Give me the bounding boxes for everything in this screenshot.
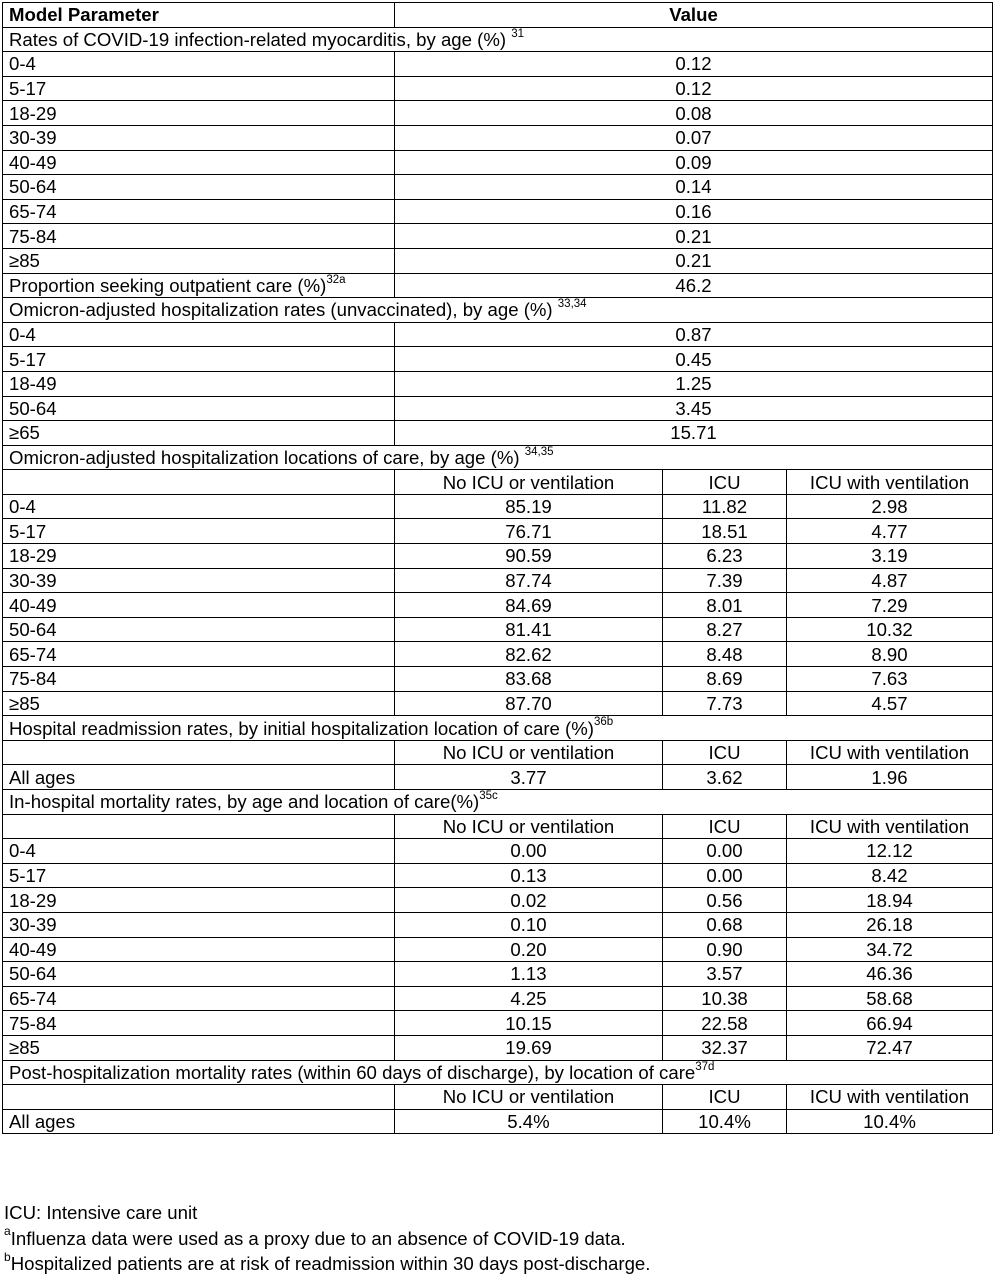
- age-group-cell: 0-4: [3, 494, 395, 519]
- value-cell: 0.07: [395, 125, 993, 150]
- value-cell: 0.00: [663, 863, 787, 888]
- footnotes: [4, 1200, 650, 1277]
- column-header-cell: ICU: [663, 740, 787, 765]
- age-group-cell: ≥85: [3, 1035, 395, 1060]
- value-cell: 46.36: [787, 962, 993, 987]
- empty-cell: [3, 814, 395, 839]
- age-group-cell: 50-64: [3, 175, 395, 200]
- reference-superscript: 37d: [695, 1060, 715, 1073]
- value-cell: 18.94: [787, 888, 993, 913]
- age-group-cell: 18-29: [3, 888, 395, 913]
- table-row: [3, 396, 993, 421]
- value-cell: 3.19: [787, 544, 993, 569]
- value-cell: 0.68: [663, 912, 787, 937]
- value-cell: 0.87: [395, 322, 993, 347]
- column-header-cell: ICU with ventilation: [787, 470, 993, 495]
- age-group-cell: 30-39: [3, 125, 395, 150]
- value-cell: 4.57: [787, 691, 993, 716]
- table-row: [3, 937, 993, 962]
- column-header-cell: ICU with ventilation: [787, 814, 993, 839]
- column-header-row: [3, 814, 993, 839]
- value-cell: 7.39: [663, 568, 787, 593]
- table-row: [3, 544, 993, 569]
- value-cell: 4.77: [787, 519, 993, 544]
- age-group-cell: All ages: [3, 765, 395, 790]
- model-parameters-table: [2, 2, 993, 1134]
- table-row: [3, 568, 993, 593]
- value-cell: 34.72: [787, 937, 993, 962]
- value-cell: 15.71: [395, 421, 993, 446]
- section-title-cell: [3, 1060, 993, 1085]
- value-cell: 84.69: [395, 593, 663, 618]
- age-group-cell: 50-64: [3, 396, 395, 421]
- table-row: [3, 175, 993, 200]
- table-row: [3, 691, 993, 716]
- value-cell: 81.41: [395, 617, 663, 642]
- value-cell: 3.45: [395, 396, 993, 421]
- column-header-cell: No ICU or ventilation: [395, 470, 663, 495]
- table-row: [3, 273, 993, 298]
- value-cell: 8.69: [663, 667, 787, 692]
- table-row: [3, 1109, 993, 1134]
- value-cell: 0.12: [395, 52, 993, 77]
- value-cell: 7.73: [663, 691, 787, 716]
- value-cell: 3.77: [395, 765, 663, 790]
- value-cell: 0.00: [663, 839, 787, 864]
- table-row: [3, 617, 993, 642]
- section-title-row: [3, 1060, 993, 1085]
- age-group-cell: 75-84: [3, 224, 395, 249]
- value-cell: 0.13: [395, 863, 663, 888]
- table-row: [3, 347, 993, 372]
- age-group-cell: 50-64: [3, 617, 395, 642]
- value-cell: 0.16: [395, 199, 993, 224]
- section-title-row: [3, 716, 993, 741]
- value-cell: 26.18: [787, 912, 993, 937]
- value-cell: 10.4%: [663, 1109, 787, 1134]
- value-cell: 12.12: [787, 839, 993, 864]
- value-cell: 58.68: [787, 986, 993, 1011]
- value-cell: 0.02: [395, 888, 663, 913]
- value-cell: 83.68: [395, 667, 663, 692]
- value-cell: 2.98: [787, 494, 993, 519]
- section-title-row: [3, 790, 993, 815]
- value-cell: 0.56: [663, 888, 787, 913]
- value-cell: 8.42: [787, 863, 993, 888]
- footnote-text: ICU: Intensive care unit: [4, 1202, 198, 1223]
- table-row: [3, 371, 993, 396]
- column-header-cell: ICU: [663, 1085, 787, 1110]
- age-group-cell: 40-49: [3, 937, 395, 962]
- age-group-cell: 18-29: [3, 544, 395, 569]
- value-cell: 0.21: [395, 224, 993, 249]
- section-title-cell: [3, 27, 993, 52]
- value-cell: 8.90: [787, 642, 993, 667]
- age-group-cell: 18-49: [3, 371, 395, 396]
- value-cell: 0.90: [663, 937, 787, 962]
- age-group-cell: 65-74: [3, 642, 395, 667]
- value-cell: 0.10: [395, 912, 663, 937]
- age-group-cell: 65-74: [3, 986, 395, 1011]
- age-group-cell: 40-49: [3, 150, 395, 175]
- age-group-cell: 40-49: [3, 593, 395, 618]
- column-header-cell: ICU: [663, 470, 787, 495]
- table-row: [3, 421, 993, 446]
- value-cell: 7.63: [787, 667, 993, 692]
- value-cell: 0.20: [395, 937, 663, 962]
- value-cell: 19.69: [395, 1035, 663, 1060]
- table-header-row: [3, 3, 993, 28]
- value-cell: 6.23: [663, 544, 787, 569]
- section-title-row: [3, 445, 993, 470]
- empty-cell: [3, 740, 395, 765]
- column-header-row: [3, 470, 993, 495]
- reference-superscript: 34,35: [524, 445, 554, 458]
- footnote: [4, 1226, 650, 1252]
- footnote-mark: b: [4, 1249, 11, 1264]
- age-group-cell: 30-39: [3, 568, 395, 593]
- age-group-cell: 18-29: [3, 101, 395, 126]
- age-group-cell: All ages: [3, 1109, 395, 1134]
- table-row: [3, 863, 993, 888]
- age-group-cell: 5-17: [3, 519, 395, 544]
- age-group-cell: 5-17: [3, 347, 395, 372]
- section-title: Post-hospitalization mortality rates (within 60 days of discharge), by location of care: [9, 1061, 696, 1083]
- value-cell: 5.4%: [395, 1109, 663, 1134]
- reference-superscript: 35c: [479, 790, 498, 803]
- value-cell: 1.96: [787, 765, 993, 790]
- table-row: [3, 593, 993, 618]
- column-header-row: [3, 740, 993, 765]
- footnote: [4, 1251, 650, 1277]
- age-group-cell: 30-39: [3, 912, 395, 937]
- table-row: [3, 519, 993, 544]
- table-row: [3, 224, 993, 249]
- section-title: In-hospital mortality rates, by age and location of care(%): [9, 791, 480, 813]
- value-cell: 7.29: [787, 593, 993, 618]
- table-row: [3, 199, 993, 224]
- table-row: [3, 912, 993, 937]
- age-group-cell: 5-17: [3, 863, 395, 888]
- parameter-label: Proportion seeking outpatient care (%): [9, 274, 327, 296]
- section-title: Rates of COVID-19 infection-related myocarditis, by age (%): [9, 28, 512, 50]
- value-cell: 82.62: [395, 642, 663, 667]
- value-cell: 8.48: [663, 642, 787, 667]
- reference-superscript: 33,34: [557, 298, 587, 311]
- table-row: [3, 1011, 993, 1036]
- table-body: [3, 27, 993, 1134]
- table-row: [3, 642, 993, 667]
- section-title: Omicron-adjusted hospitalization rates (unvaccinated), by age (%): [9, 299, 558, 321]
- table-row: [3, 962, 993, 987]
- value-cell: 0.45: [395, 347, 993, 372]
- table-row: [3, 986, 993, 1011]
- value-cell: 4.87: [787, 568, 993, 593]
- reference-superscript: 31: [511, 27, 525, 40]
- age-group-cell: 75-84: [3, 667, 395, 692]
- section-title-row: [3, 27, 993, 52]
- age-group-cell: 50-64: [3, 962, 395, 987]
- value-cell: 0.00: [395, 839, 663, 864]
- age-group-cell: ≥85: [3, 248, 395, 273]
- header-model-parameter: Model Parameter: [3, 3, 395, 28]
- header-value: Value: [395, 3, 993, 28]
- table-row: [3, 125, 993, 150]
- footnote-text: Hospitalized patients are at risk of readmission within 30 days post-discharge.: [10, 1253, 651, 1274]
- value-cell: 87.74: [395, 568, 663, 593]
- table-row: [3, 150, 993, 175]
- column-header-cell: No ICU or ventilation: [395, 814, 663, 839]
- value-cell: 85.19: [395, 494, 663, 519]
- value-cell: 76.71: [395, 519, 663, 544]
- section-title-cell: [3, 298, 993, 323]
- table-row: [3, 52, 993, 77]
- value-cell: 66.94: [787, 1011, 993, 1036]
- section-title-cell: [3, 445, 993, 470]
- age-group-cell: 0-4: [3, 52, 395, 77]
- age-group-cell: 0-4: [3, 322, 395, 347]
- value-cell: 8.01: [663, 593, 787, 618]
- table-row: [3, 839, 993, 864]
- table-row: [3, 667, 993, 692]
- table-row: [3, 76, 993, 101]
- table-row: [3, 248, 993, 273]
- table-row: [3, 765, 993, 790]
- column-header-cell: ICU with ventilation: [787, 1085, 993, 1110]
- value-cell: 8.27: [663, 617, 787, 642]
- value-cell: 22.58: [663, 1011, 787, 1036]
- column-header-cell: No ICU or ventilation: [395, 740, 663, 765]
- section-title-row: [3, 298, 993, 323]
- age-group-cell: 75-84: [3, 1011, 395, 1036]
- value-cell: 18.51: [663, 519, 787, 544]
- table-row: [3, 322, 993, 347]
- value-cell: 0.21: [395, 248, 993, 273]
- value-cell: 32.37: [663, 1035, 787, 1060]
- value-cell: 72.47: [787, 1035, 993, 1060]
- column-header-cell: ICU with ventilation: [787, 740, 993, 765]
- table-row: [3, 888, 993, 913]
- value-cell: 10.15: [395, 1011, 663, 1036]
- section-title: Omicron-adjusted hospitalization locations of care, by age (%): [9, 446, 525, 468]
- age-group-cell: ≥65: [3, 421, 395, 446]
- age-group-cell: 5-17: [3, 76, 395, 101]
- value-cell: 10.38: [663, 986, 787, 1011]
- section-title-cell: [3, 790, 993, 815]
- column-header-cell: No ICU or ventilation: [395, 1085, 663, 1110]
- age-group-cell: 65-74: [3, 199, 395, 224]
- value-cell: 0.08: [395, 101, 993, 126]
- value-cell: 11.82: [663, 494, 787, 519]
- reference-superscript: 36b: [593, 716, 614, 729]
- value-cell: 46.2: [395, 273, 993, 298]
- column-header-row: [3, 1085, 993, 1110]
- reference-superscript: 32a: [326, 273, 346, 286]
- value-cell: 10.32: [787, 617, 993, 642]
- footnote: [4, 1200, 650, 1226]
- table-row: [3, 101, 993, 126]
- parameter-label-cell: [3, 273, 395, 298]
- value-cell: 0.09: [395, 150, 993, 175]
- empty-cell: [3, 470, 395, 495]
- value-cell: 90.59: [395, 544, 663, 569]
- age-group-cell: 0-4: [3, 839, 395, 864]
- age-group-cell: ≥85: [3, 691, 395, 716]
- footnote-text: Influenza data were used as a proxy due to an absence of COVID-19 data.: [10, 1227, 626, 1249]
- value-cell: 1.25: [395, 371, 993, 396]
- column-header-cell: ICU: [663, 814, 787, 839]
- value-cell: 10.4%: [787, 1109, 993, 1134]
- table-row: [3, 1035, 993, 1060]
- footnote-mark: a: [4, 1224, 11, 1239]
- value-cell: 3.62: [663, 765, 787, 790]
- table-row: [3, 494, 993, 519]
- value-cell: 0.12: [395, 76, 993, 101]
- value-cell: 0.14: [395, 175, 993, 200]
- value-cell: 87.70: [395, 691, 663, 716]
- section-title: Hospital readmission rates, by initial hospitalization location of care (%): [9, 717, 594, 739]
- value-cell: 4.25: [395, 986, 663, 1011]
- empty-cell: [3, 1085, 395, 1110]
- value-cell: 1.13: [395, 962, 663, 987]
- value-cell: 3.57: [663, 962, 787, 987]
- section-title-cell: [3, 716, 993, 741]
